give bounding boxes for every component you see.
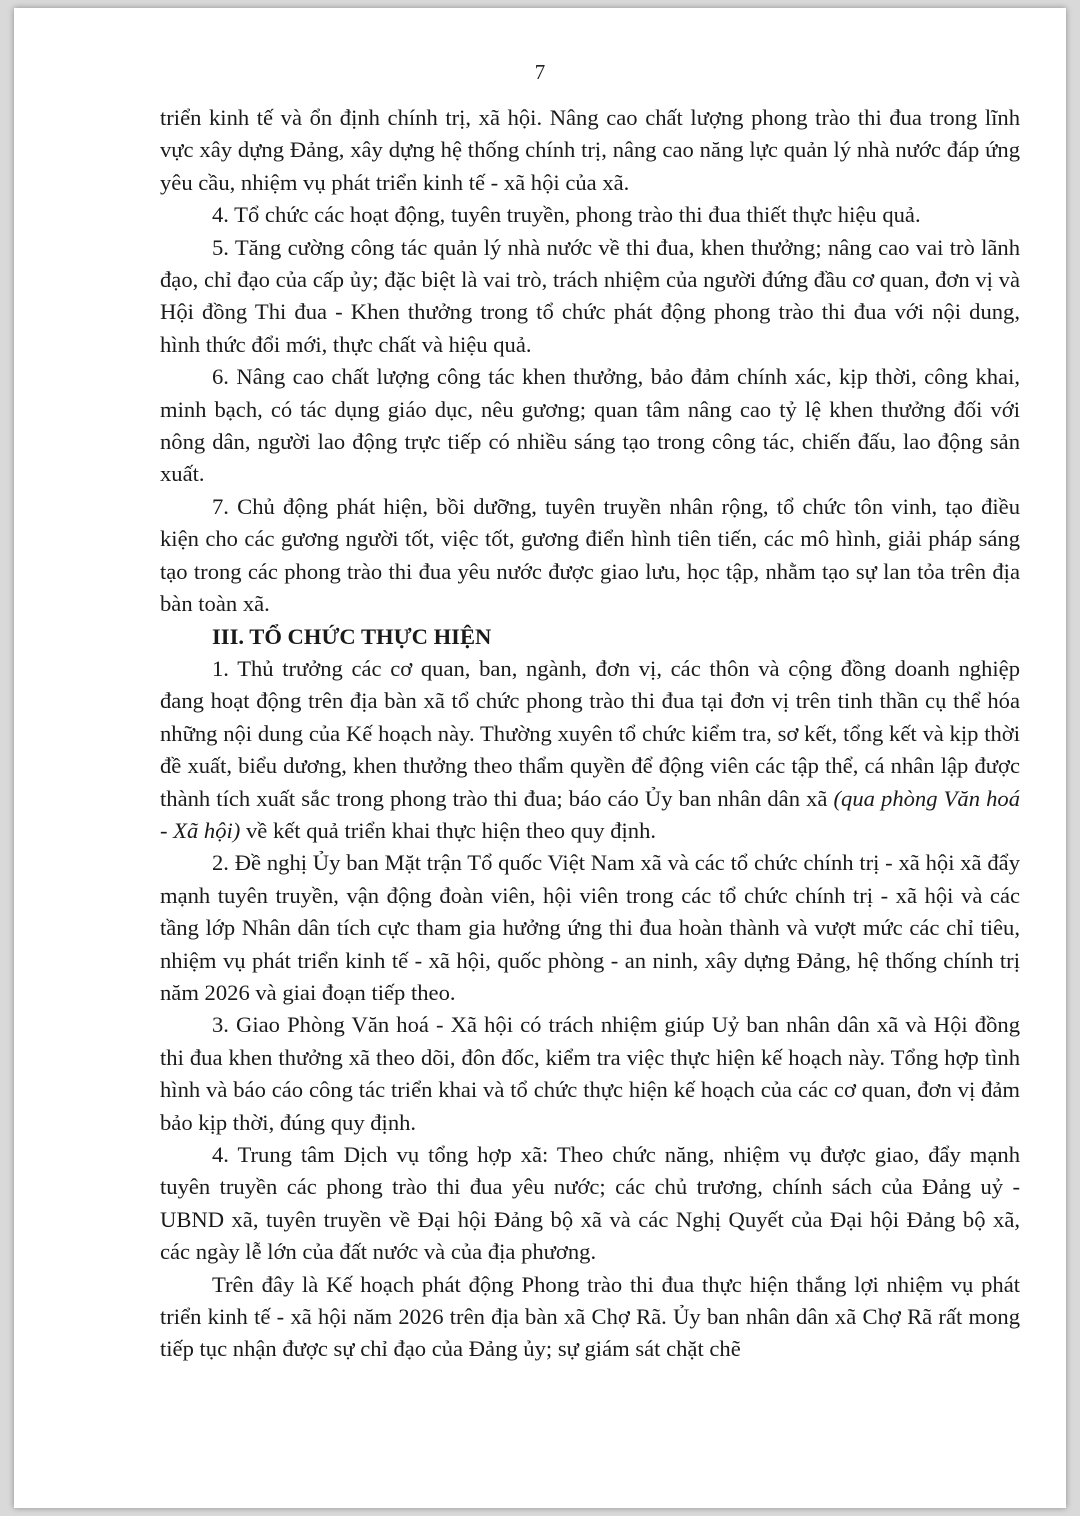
implementation-item-2: 2. Đề nghị Ủy ban Mặt trận Tổ quốc Việt Nam xã và các tổ chức chính trị - xã hội xã đẩy mạnh tuyên truyền, vận động đoàn viên, hội viên trong các tổ chức chính trị - xã hội và các tầng lớp Nhân dân tích cực tham gia hưởng ứng thi đua hoàn thành và vượt mức các chỉ tiêu, nhiệm vụ phát triển kinh tế - xã hội, quốc phòng - an ninh, xây dựng Đảng, hệ thống chính trị năm 2026 và giai đoạn tiếp theo. [160, 850, 1020, 1005]
paragraph-item-6: 6. Nâng cao chất lượng công tác khen thưởng, bảo đảm chính xác, kịp thời, công khai, minh bạch, có tác dụng giáo dục, nêu gương; quan tâm nâng cao tỷ lệ khen thưởng đối với nông dân, người lao động trực tiếp có nhiều sáng tạo trong công tác, chiến đấu, lao động sản xuất. [160, 364, 1020, 487]
implementation-item-1-text-a: 1. Thủ trưởng các cơ quan, ban, ngành, đơn vị, các thôn và cộng đồng doanh nghiệp đang hoạt động trên địa bàn xã tổ chức phong trào thi đua tại đơn vị trên tinh thần cụ thể hóa những nội dung của Kế hoạch này. Thường xuyên tổ chức kiểm tra, sơ kết, tổng kết và kịp thời đề xuất, biểu dương, khen thưởng theo thẩm quyền để động viên các tập thể, cá nhân lập được thành tích xuất sắc trong phong trào thi đua; báo cáo Ủy ban nhân dân xã [160, 655, 1020, 811]
implementation-item-1-italic: (qua phòng Văn hoá - Xã hội) [160, 785, 1020, 843]
implementation-item-4: 4. Trung tâm Dịch vụ tổng hợp xã: Theo chức năng, nhiệm vụ được giao, đẩy mạnh tuyên truyền các phong trào thi đua yêu nước; các chủ trương, chính sách của Đảng uỷ - UBND xã, tuyên truyền về Đại hội Đảng bộ xã và các Nghị Quyết của Đại hội Đảng bộ xã, các ngày lễ lớn của đất nước và của địa phương. [160, 1142, 1020, 1265]
paragraph-item-7: 7. Chủ động phát hiện, bồi dưỡng, tuyên truyền nhân rộng, tổ chức tôn vinh, tạo điều kiện cho các gương người tốt, việc tốt, gương điển hình tiên tiến, các mô hình, giải pháp sáng tạo trong các phong trào thi đua yêu nước được giao lưu, học tập, nhằm tạo sự lan tỏa trên địa bàn toàn xã. [160, 493, 1020, 617]
paragraph-continuation: triển kinh tế và ổn định chính trị, xã hội. Nâng cao chất lượng phong trào thi đua trong lĩnh vực xây dựng Đảng, xây dựng hệ thống chính trị, nâng cao năng lực quản lý nhà nước đáp ứng yêu cầu, nhiệm vụ phát triển kinh tế - xã hội của xã. [160, 105, 1020, 195]
section-heading: III. TỔ CHỨC THỰC HIỆN [212, 623, 492, 649]
implementation-item-1-text-b: về kết quả triển khai thực hiện theo quy định. [240, 817, 657, 843]
paragraph-item-5: 5. Tăng cường công tác quản lý nhà nước về thi đua, khen thưởng; nâng cao vai trò lãnh đạo, chỉ đạo của cấp ủy; đặc biệt là vai trò, trách nhiệm của người đứng đầu cơ quan, đơn vị và Hội đồng Thi đua - Khen thưởng trong tổ chức phát động phong trào thi đua với nội dung, hình thức đổi mới, thực chất và hiệu quả. [160, 234, 1020, 357]
document-body [160, 102, 1020, 1366]
implementation-item-1 [160, 653, 1020, 847]
closing-paragraph: Trên đây là Kế hoạch phát động Phong trào thi đua thực hiện thắng lợi nhiệm vụ phát triển kinh tế - xã hội năm 2026 trên địa bàn xã Chợ Rã. Ủy ban nhân dân xã Chợ Rã rất mong tiếp tục nhận được sự chỉ đạo của Đảng ủy; sự giám sát chặt chẽ [160, 1271, 1020, 1362]
page-number: 7 [534, 60, 546, 84]
paragraph-item-4: 4. Tổ chức các hoạt động, tuyên truyền, phong trào thi đua thiết thực hiệu quả. [212, 202, 921, 228]
implementation-item-3: 3. Giao Phòng Văn hoá - Xã hội có trách nhiệm giúp Uỷ ban nhân dân xã và Hội đồng thi đua khen thưởng xã theo dõi, đôn đốc, kiểm tra việc thực hiện kế hoạch này. Tổng hợp tình hình và báo cáo công tác triển khai và tổ chức thực hiện kế hoạch của các cơ quan, đơn vị đảm bảo kịp thời, đúng quy định. [160, 1012, 1020, 1135]
document-page [14, 8, 1066, 1508]
